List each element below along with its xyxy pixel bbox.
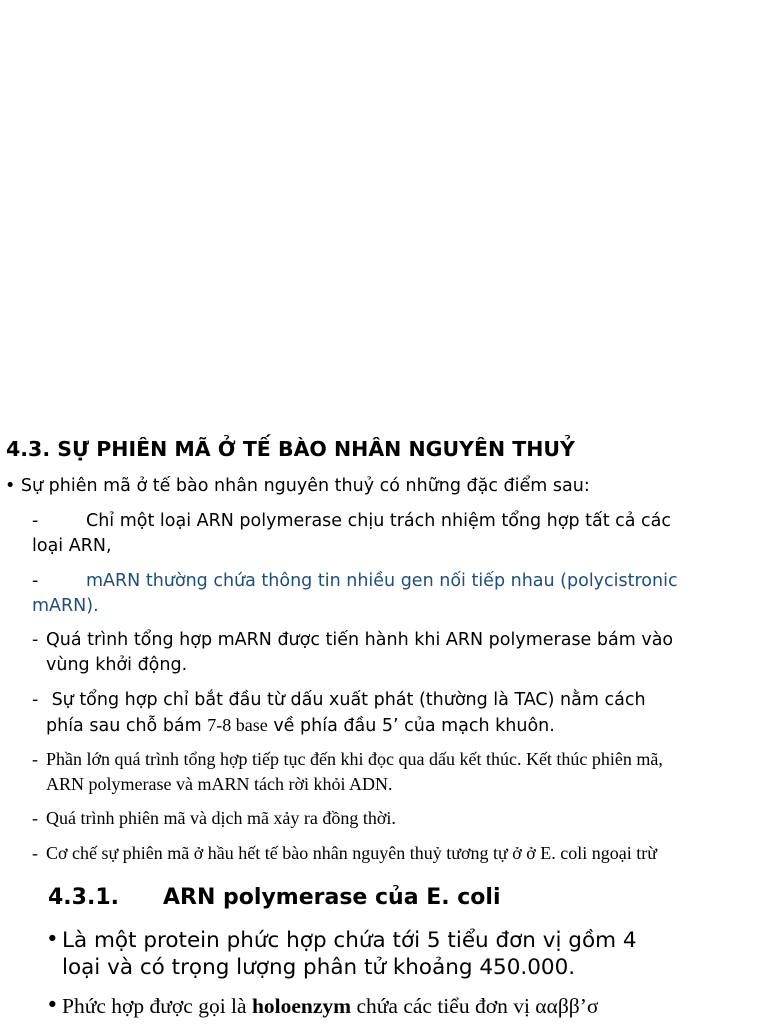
bullet-item: [46, 993, 746, 1020]
cont-segment: phía sau chỗ bám: [46, 716, 208, 736]
dash-marker: -: [32, 511, 39, 531]
list-item: [32, 841, 752, 866]
bullet-segment: Phức hợp được gọi là: [62, 994, 252, 1018]
bullet-segment: chứa các tiểu đơn vị αα: [351, 994, 558, 1018]
bullet-item: [46, 927, 746, 981]
dash-marker: -: [32, 749, 38, 769]
list-item: [32, 688, 752, 739]
list-item-text-cont: [32, 713, 752, 739]
list-item-text-cont: ARN polymerase và mARN tách rời khỏi ADN.: [46, 774, 393, 794]
bullet-text: Là một protein phức hợp chứa tới 5 tiểu đơn vị gồm 4: [62, 928, 637, 953]
list-item-text: Quá trình phiên mã và dịch mã xảy ra đồng thời.: [46, 808, 396, 828]
dash-marker: -: [32, 690, 39, 710]
subsection-heading: [48, 885, 501, 910]
list-item: [32, 628, 752, 678]
list-item-text: Quá trình tổng hợp mARN được tiến hành khi ARN polymerase bám vào: [46, 630, 674, 650]
list-item-text: Chỉ một loại ARN polymerase chịu trách nhiệm tổng hợp tất cả các: [86, 511, 672, 531]
section-heading: 4.3. SỰ PHIÊN MÃ Ở TẾ BÀO NHÂN NGUYÊN THUỶ: [6, 437, 575, 461]
base-range: 7-8 base: [207, 715, 268, 735]
bullet-marker: •: [46, 993, 59, 1018]
cont-segment: về phía đầu 5’ của mạch khuôn.: [267, 716, 555, 736]
list-item-text-cont: vùng khởi động.: [46, 655, 188, 675]
dash-marker: -: [32, 808, 38, 828]
bullet-text: [46, 993, 746, 1020]
dash-marker: -: [32, 843, 38, 863]
list-item-text: Sự tổng hợp chỉ bắt đầu từ dấu xuất phát (thường là TAC) nằm cách: [46, 690, 646, 710]
bullet-text-cont: loại và có trọng lượng phân tử khoảng 450.000.: [62, 955, 576, 980]
holoenzym-term: holoenzym: [251, 994, 352, 1018]
bullet-marker: •: [46, 927, 59, 952]
list-item: [32, 509, 752, 559]
subsection-title: ARN polymerase của E. coli: [163, 885, 501, 910]
list-item: [32, 747, 752, 797]
subunit-symbols: ββ’σ: [557, 994, 599, 1018]
list-item-text-cont: loại ARN,: [32, 536, 112, 556]
list-item-text-cont: mARN).: [32, 596, 99, 616]
list-item: [32, 806, 752, 831]
dash-marker: -: [32, 571, 39, 591]
list-item-text: Phần lớn quá trình tổng hợp tiếp tục đến khi đọc qua dấu kết thúc. Kết thúc phiên mã,: [46, 749, 663, 769]
list-item: [32, 569, 752, 619]
dash-marker: -: [32, 630, 39, 650]
intro-text: • Sự phiên mã ở tế bào nhân nguyên thuỷ có những đặc điểm sau:: [5, 476, 590, 496]
subsection-number: 4.3.1.: [48, 885, 119, 910]
list-item-text: mARN thường chứa thông tin nhiều gen nối tiếp nhau (polycistronic: [86, 571, 678, 591]
list-item-text: Cơ chế sự phiên mã ở hầu hết tế bào nhân nguyên thuỷ tương tự ở ở E. coli ngoại trừ: [46, 843, 657, 863]
